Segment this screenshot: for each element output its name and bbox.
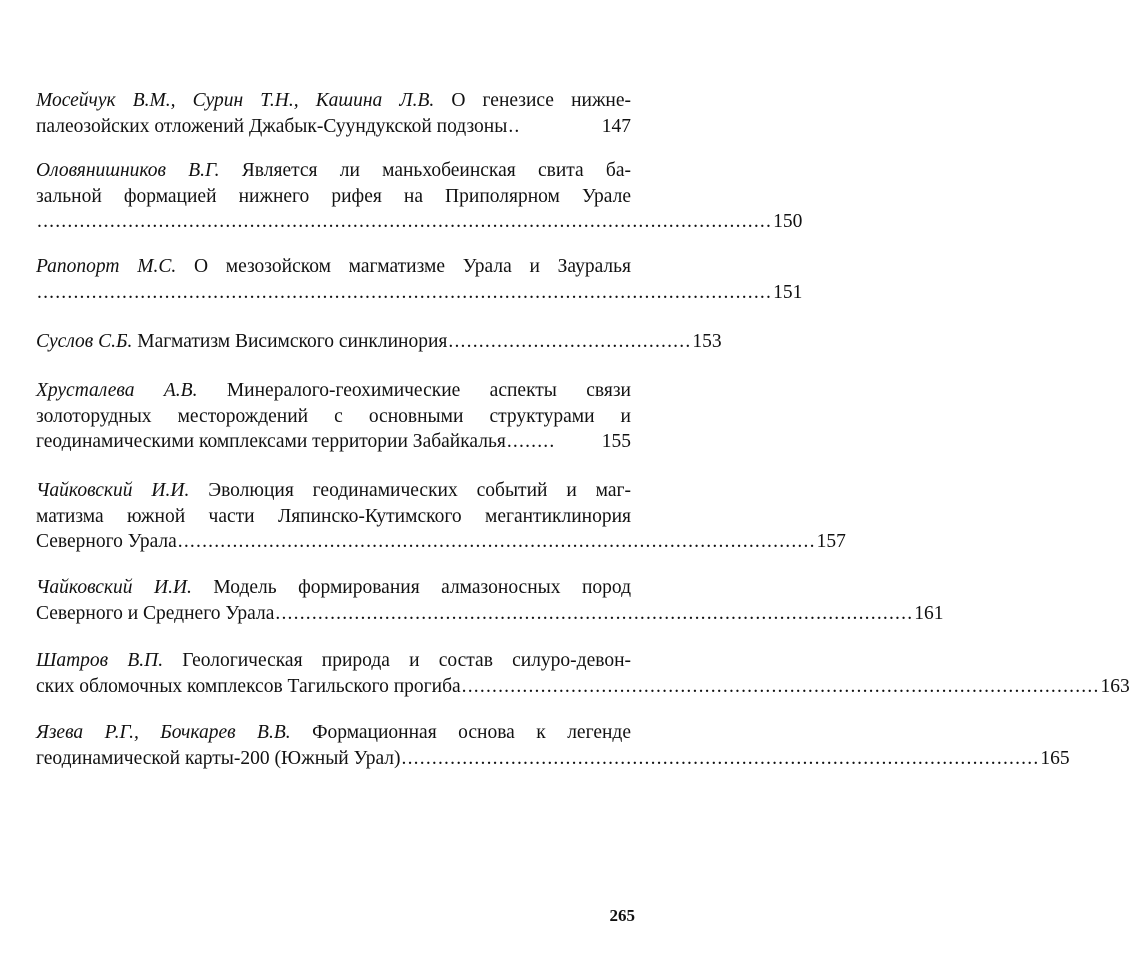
dot-leader: ......................................................................................................... [275, 602, 914, 624]
entry-line [36, 746, 1070, 772]
entry-line [36, 329, 722, 355]
entry-line: золоторудных месторождений с основными структурами и [36, 405, 631, 427]
entry-page-number: 150 [773, 211, 803, 232]
toc-entry [36, 575, 944, 626]
dot-leader: ......................................................................................................................... [37, 281, 773, 303]
entry-line [36, 478, 631, 504]
entry-authors: Чайковский И.И. [36, 480, 190, 501]
entry-page-number: 155 [601, 431, 631, 452]
entry-authors: Хрусталева А.В. [36, 380, 198, 401]
entry-title: Северного и Среднего Урала [36, 602, 275, 624]
entry-title: Северного Урала [36, 531, 177, 552]
entry-title: Является ли маньхобеинская свита ба- [219, 160, 631, 181]
entry-page-number: 157 [816, 531, 846, 552]
toc-entry [36, 254, 803, 305]
dot-leader: ........................................ [448, 331, 692, 352]
dot-leader: .. [508, 115, 521, 137]
dot-leader: ........ [506, 431, 556, 452]
dot-leader: ......................................................................................................................... [37, 211, 773, 232]
page-number: 265 [609, 906, 635, 925]
entry-authors: Суслов С.Б. [36, 331, 133, 352]
entry-title: Магматизм Висимского синклинория [132, 331, 448, 352]
dot-leader: ......................................................................................................... [177, 531, 816, 552]
entry-page-number: 151 [773, 281, 803, 303]
entry-title: Минералого-геохимические аспекты связи [197, 380, 631, 401]
entry-authors: Шатров В.П. [36, 650, 164, 671]
entry-line [36, 429, 631, 455]
entry-title: Модель формирования алмазоносных пород [191, 577, 632, 598]
entry-title: Геологическая природа и состав силуро-девон- [163, 650, 631, 671]
entry-line [36, 378, 631, 404]
entry-title: палеозойских отложений Джабык-Суундукской подзоны [36, 115, 508, 137]
entry-title: ских обломочных комплексов Тагильского прогиба [36, 675, 461, 697]
entry-title: Формационная основа к легенде [290, 722, 631, 743]
entry-title: О генезисе нижне- [434, 90, 631, 111]
entry-line [36, 720, 631, 746]
entry-line [36, 575, 631, 601]
toc-entry [36, 88, 631, 139]
entry-line [36, 648, 631, 674]
toc-entry [36, 378, 631, 455]
entry-line [36, 601, 944, 627]
entry-line [36, 674, 1130, 700]
toc-entry [36, 720, 1070, 771]
entry-line: матизма южной части Ляпинско-Кутимского мегантиклинория [36, 505, 631, 527]
dot-leader: ......................................................................................................... [461, 675, 1100, 697]
entry-page-number: 153 [692, 331, 722, 352]
entry-line [36, 529, 846, 555]
toc-entry [36, 648, 1130, 699]
entry-title: Эволюция геодинамических событий и маг- [189, 480, 631, 501]
entry-line [36, 209, 803, 235]
entry-line: зальной формацией нижнего рифея на Приполярном Урале [36, 185, 631, 207]
entry-authors: Рапопорт М.С. [36, 256, 177, 277]
entry-line [36, 114, 631, 140]
dot-leader: ......................................................................................................... [401, 747, 1040, 769]
entry-line [36, 158, 631, 184]
entry-authors: Язева Р.Г., Бочкарев В.В. [36, 722, 291, 743]
entry-line [36, 254, 631, 280]
toc-entry [36, 329, 722, 355]
entry-authors: Оловянишников В.Г. [36, 160, 220, 181]
toc-entry [36, 158, 803, 235]
entry-line [36, 280, 803, 306]
entry-line [36, 88, 631, 114]
toc-entry [36, 478, 846, 555]
entry-authors: Мосейчук В.М., Сурин Т.Н., Кашина Л.В. [36, 90, 435, 111]
entry-page-number: 163 [1100, 675, 1130, 697]
entry-title: геодинамическими комплексами территории Забайкалья [36, 431, 506, 452]
entry-page-number: 165 [1040, 747, 1070, 769]
entry-title: О мезозойском магматизме Урала и Зауралья [176, 256, 631, 277]
entry-title: геодинамической карты-200 (Южный Урал) [36, 747, 401, 769]
entry-page-number: 161 [914, 602, 944, 624]
entry-page-number: 147 [601, 115, 631, 137]
entry-authors: Чайковский И.И. [36, 577, 192, 598]
